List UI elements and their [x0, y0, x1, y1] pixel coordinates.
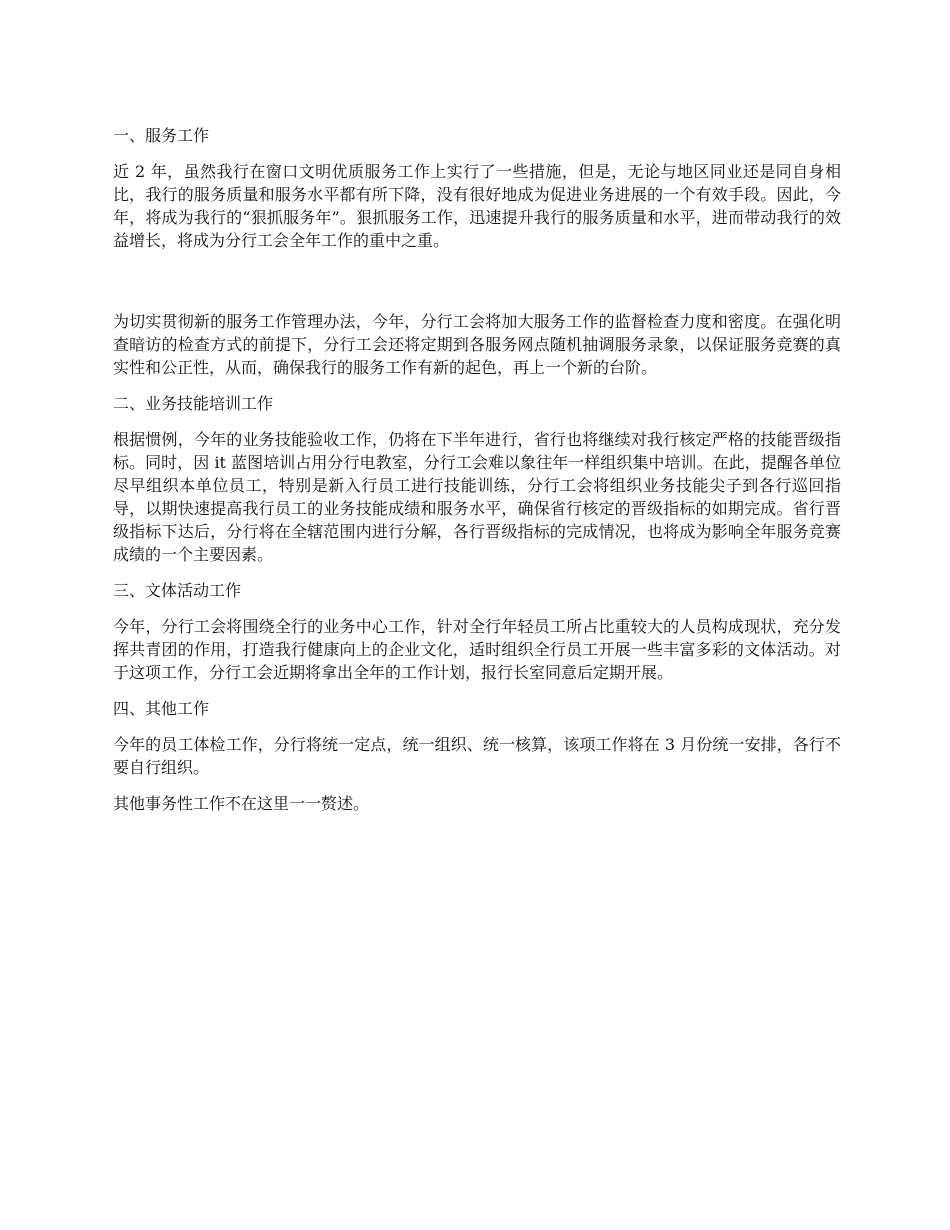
section-heading-other: 四、其他工作	[113, 699, 210, 718]
paragraph-other-2: 其他事务性工作不在这里一一赘述。	[113, 794, 370, 813]
paragraph-skills-training-1: 根据惯例，今年的业务技能验收工作，仍将在下半年进行，省行也将继续对我行核定严格的技能晋级指标。同时，因 it 蓝图培训占用分行电教室，分行工会难以象往年一样组织集中培训。在此，提醒各单位尽早组织本单位员工，特别是新入行员工进行技能训练，分行工会将组织业务技能尖子到各行巡回指导，以期快速提高我行员工的业务技能成绩和服务水平，确保省行核定的晋级指标的如期完成。省行晋级指标下达后，分行将在全辖范围内进行分解，各行晋级指标的完成情况，也将成为影响全年服务竞赛成绩的一个主要因素。	[113, 430, 841, 564]
paragraph-service-2: 为切实贯彻新的服务工作管理办法，今年，分行工会将加大服务工作的监督检查力度和密度。在强化明查暗访的检查方式的前提下，分行工会还将定期到各服务网点随机抽调服务录象，以保证服务竞赛的真实性和公正性，从而，确保我行的服务工作有新的起色，再上一个新的台阶。	[113, 312, 841, 377]
paragraph-other-1: 今年的员工体检工作，分行将统一定点，统一组织、统一核算，该项工作将在 3 月份统一安排，各行不要自行组织。	[113, 735, 841, 777]
paragraph-spacer	[113, 265, 841, 310]
section-heading-skills-training: 二、业务技能培训工作	[113, 394, 274, 413]
document-body	[113, 124, 841, 828]
section-heading-service: 一、服务工作	[113, 126, 210, 145]
paragraph-activities-1: 今年，分行工会将围绕全行的业务中心工作，针对全行年轻员工所占比重较大的人员构成现状，充分发挥共青团的作用，打造我行健康向上的企业文化，适时组织全行员工开展一些丰富多彩的文体活动。对于这项工作，分行工会近期将拿出全年的工作计划，报行长室同意后定期开展。	[113, 617, 841, 682]
section-heading-activities: 三、文体活动工作	[113, 581, 242, 600]
paragraph-service-1: 近 2 年，虽然我行在窗口文明优质服务工作上实行了一些措施，但是，无论与地区同业还是同自身相比，我行的服务质量和服务水平都有所下降，没有很好地成为促进业务进展的一个有效手段。因此，今年，将成为我行的“狠抓服务年”。狠抓服务工作，迅速提升我行的服务质量和水平，进而带动我行的效益增长，将成为分行工会全年工作的重中之重。	[113, 162, 841, 250]
